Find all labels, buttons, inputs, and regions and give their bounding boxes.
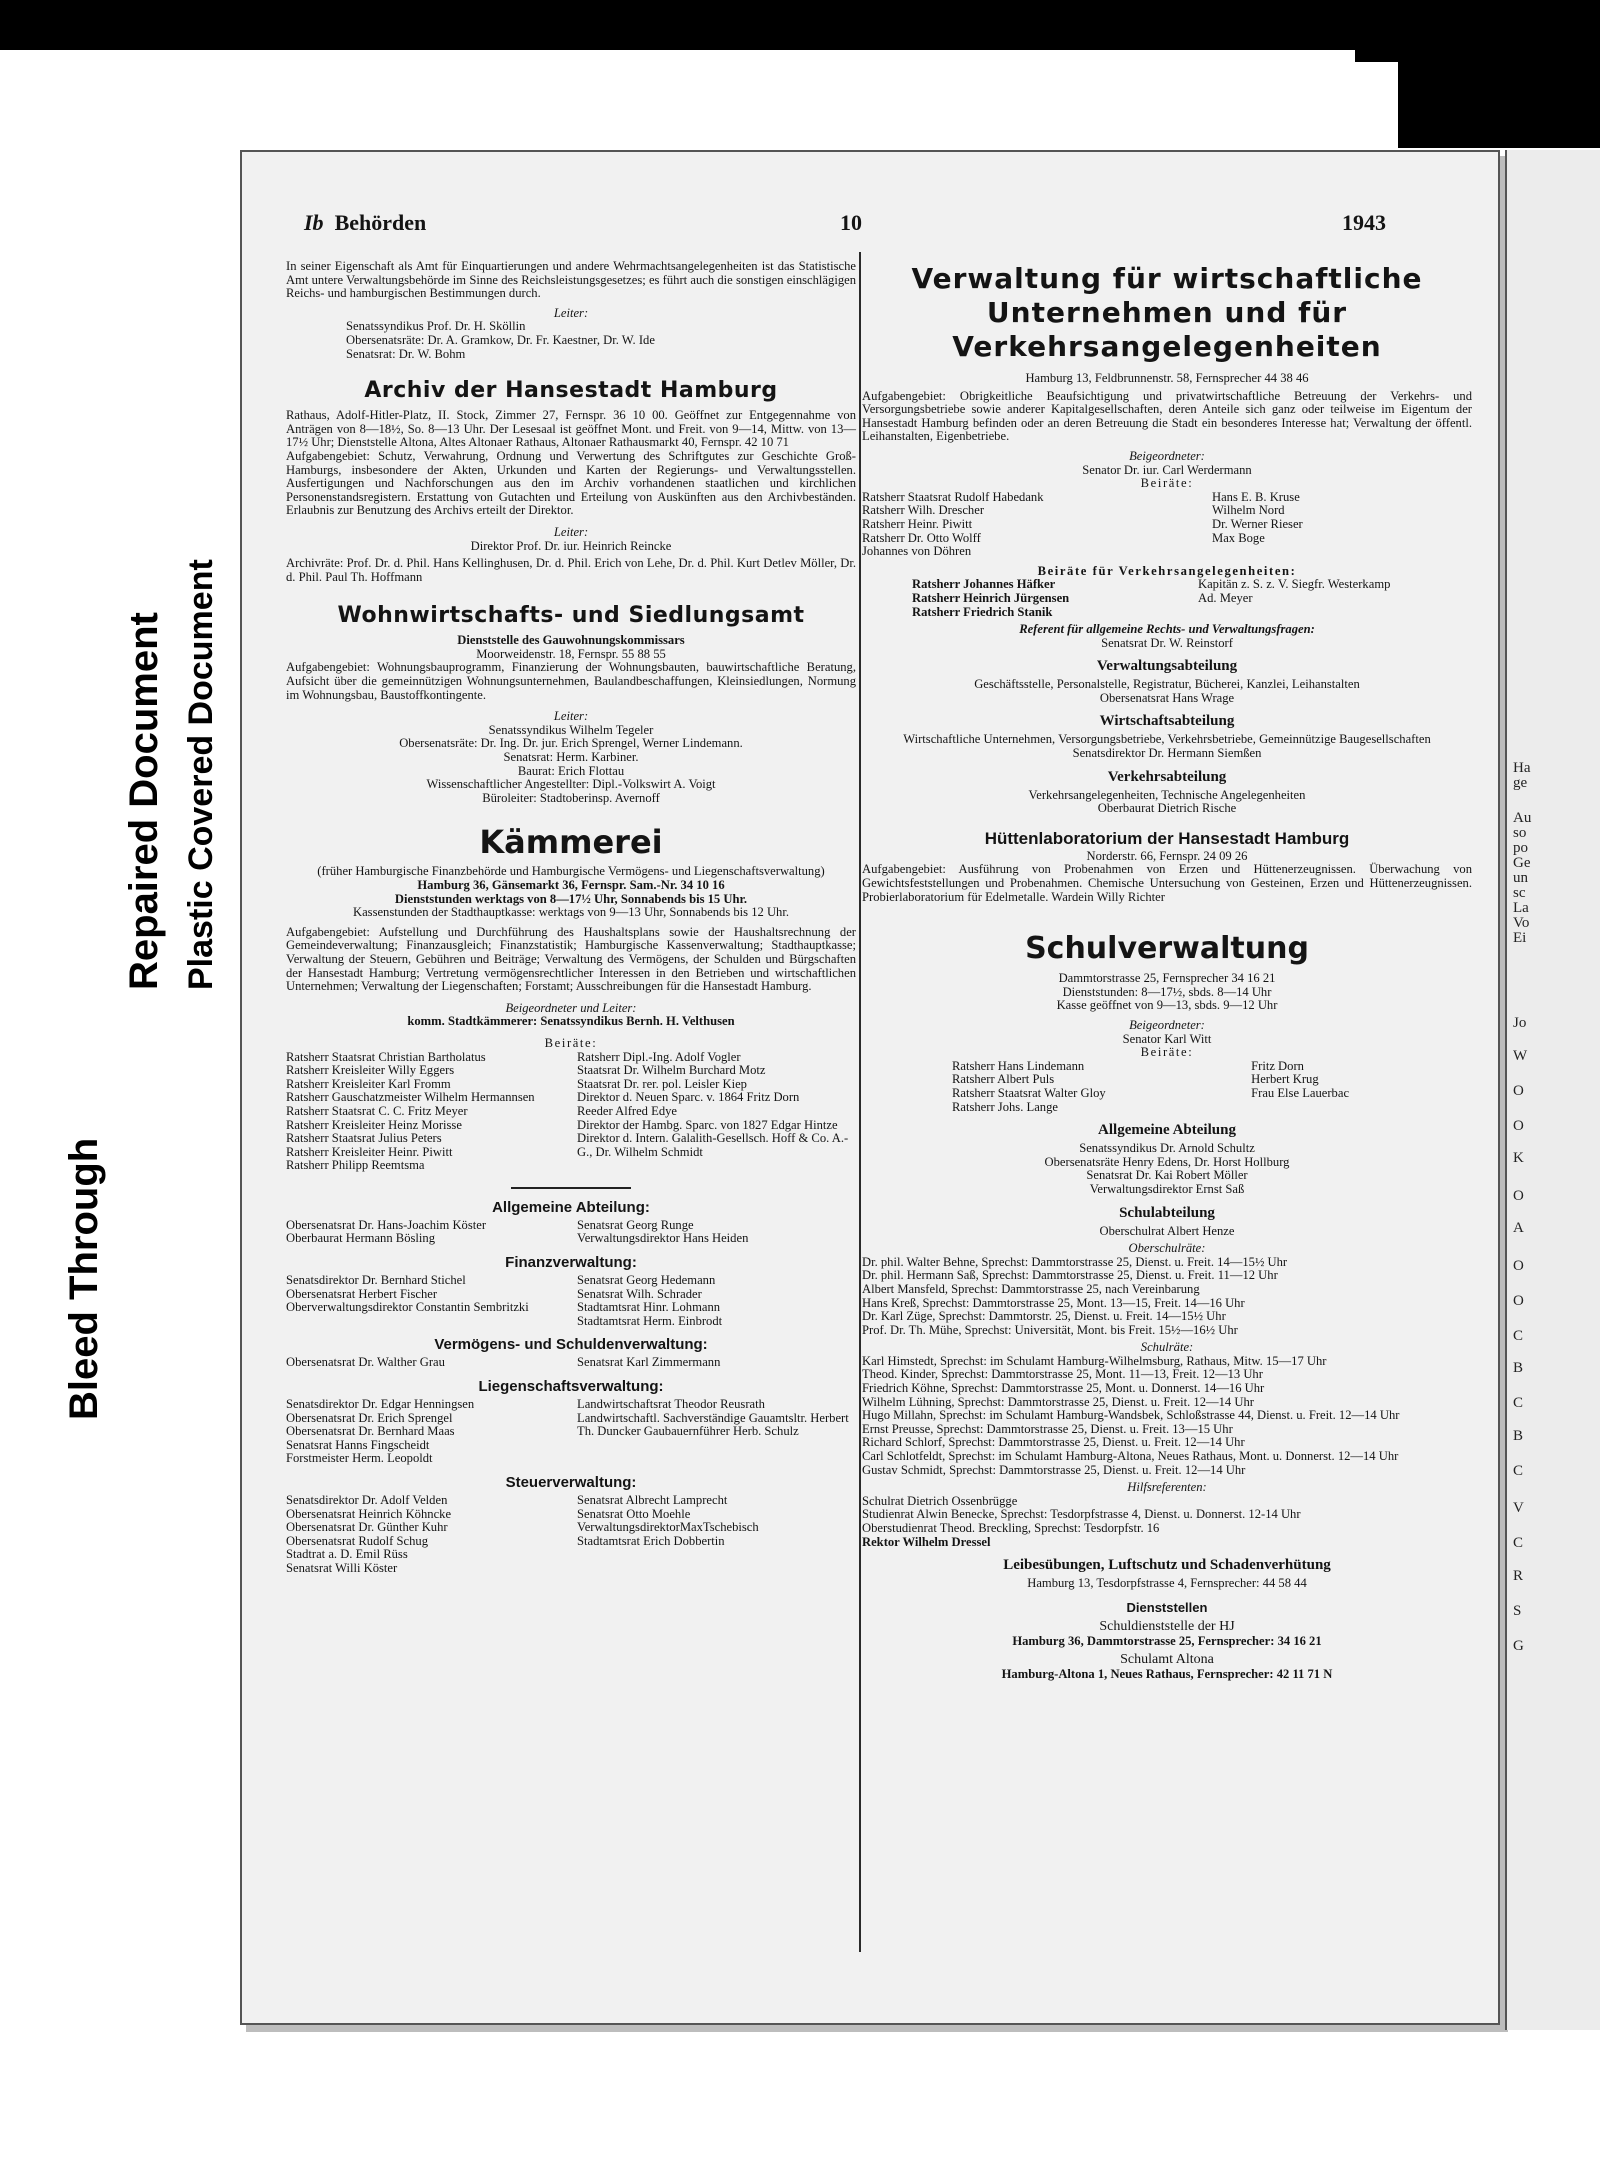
staff-entry: Senatsrat Albrecht Lamprecht	[577, 1493, 728, 1507]
adjacent-page-fragment: O	[1513, 1188, 1524, 1204]
staff-entry: Oberverwaltungsdirektor Constantin Sembritzki	[286, 1300, 529, 1315]
adjacent-page-fragment: Jo	[1513, 1015, 1527, 1031]
verwaltung-heading: Verwaltung für wirtschaftliche Unternehmen und für Verkehrsangelegenheiten	[911, 262, 1423, 363]
staff-entry: Richard Schlorf, Sprechst: Dammtorstrasse 25, Dienst. u. Freit. 12—14 Uhr	[862, 1435, 1245, 1450]
finanz-list	[286, 1274, 856, 1328]
beirat-entry: Ratsherr Hans Lindemann	[952, 1058, 1085, 1073]
allgemeine-list	[286, 1219, 856, 1246]
kaemmerei-kasse: Kassenstunden der Stadthauptkasse: werktags von 9—13 Uhr, Sonnabends bis 12 Uhr.	[352, 905, 790, 920]
staff-entry: Senatsrat Karl Zimmermann	[577, 1355, 721, 1370]
schulabt-heading: Schulabteilung	[1119, 1204, 1215, 1221]
schule-hours: Dienststunden: 8—17½, sbds. 8—14 Uhr	[1062, 984, 1272, 999]
schule-beiraete-label: Beiräte:	[1140, 1045, 1194, 1060]
beirat-entry: Ratsherr Kreisleiter Heinr. Piwitt	[286, 1144, 453, 1159]
schule-address: Dammtorstrasse 25, Fernsprecher 34 16 21	[1058, 971, 1276, 986]
abt2-name: Senatsdirektor Dr. Hermann Siemßen	[1072, 746, 1262, 761]
staff-entry: Senatsrat Georg Hedemann	[577, 1273, 716, 1288]
beirat-entry: Hans E. B. Kruse	[1212, 489, 1300, 504]
beirat-entry: Ratsherr Heinr. Piwitt	[862, 516, 973, 531]
beiraete-left	[286, 1051, 565, 1173]
archiv-archivraete: Archivräte: Prof. Dr. d. Phil. Hans Kellinghusen, Dr. d. Phil. Erich von Lehe, Dr. d. Phil. Kurt Detlev Möller, Dr. d. Phil. Paul Th. Hoffmann	[286, 556, 856, 584]
beirat-entry: Ratsherr Johs. Lange	[952, 1099, 1058, 1114]
schule-allg-list	[862, 1142, 1472, 1196]
kaemmerei-beig: komm. Stadtkämmerer: Senatssyndikus Bernh. H. Velthusen	[407, 1014, 735, 1029]
schule-beiraete	[862, 1060, 1472, 1114]
staff-entry: Dr. Karl Züge, Sprechst: Dammtorstr. 25, Dienst. u. Freit. 14—15½ Uhr	[862, 1309, 1226, 1324]
dienst-heading: Dienststellen	[1126, 1599, 1208, 1615]
adjacent-page	[1505, 150, 1600, 2030]
staff-entry: Senatsdirektor Dr. Bernhard Stichel	[286, 1273, 466, 1288]
scan-annotation-labels	[62, 470, 232, 1470]
adjacent-page-fragment: C	[1513, 1328, 1524, 1344]
staff-entry: Senatsrat Hanns Fingscheidt	[286, 1437, 430, 1452]
leiter-entry: Senatssyndikus Prof. Dr. H. Sköllin	[346, 319, 526, 334]
staff-entry: VerwaltungsdirektorMaxTschebisch	[577, 1520, 759, 1535]
beirat-entry: Ratsherr Philipp Reemtsma	[286, 1158, 425, 1173]
kaemmerei-aufgaben: Aufgabengebiet: Aufstellung und Durchführung des Haushaltsplans sowie der Haushaltsrechnung der Gemeindeverwaltung; Finanzausgleich; Finanzstatistik; Hamburgische Kassenverwaltung; Stadthauptkasse; Verwaltung der Steuern, Gebühren und Beiträge; Verwaltung des Vermögens, der Schulden und Bürgschaften der Hansestadt Hamburg; Vertretung vermögensrechtlicher Interessen in den Betrieben und wirtschaftlichen Unternehmen; Verwaltung der Liegenschaften; Forstamt; Ausschreibungen für die Hansestadt Hamburg.	[286, 924, 856, 994]
staff-entry: Oberbaurat Hermann Bösling	[286, 1231, 435, 1246]
kaemmerei-beiraete-label: Beiräte:	[544, 1035, 598, 1050]
adjacent-page-fragment: C	[1513, 1535, 1524, 1551]
leiter-label: Leiter:	[553, 305, 589, 320]
wohn-leiter-entry: Senatsrat: Herm. Karbiner.	[503, 750, 639, 765]
adjacent-page-fragment: ge	[1513, 775, 1528, 791]
section-label	[304, 210, 426, 236]
staff-entry: Dr. phil. Walter Behne, Sprechst: Dammtorstrasse 25, Dienst. u. Freit. 14—15½ Uhr	[862, 1254, 1288, 1269]
beirat-entry: Reeder Alfred Edye	[577, 1103, 678, 1118]
steuer-heading: Steuerverwaltung:	[505, 1474, 637, 1491]
beirat-entry: Ratsherr Staatsrat Julius Peters	[286, 1131, 442, 1146]
referent-label: Referent für allgemeine Rechts- und Verwaltungsfragen:	[1019, 622, 1315, 637]
adjacent-page-fragment: Ge	[1513, 855, 1531, 871]
liegen-list	[286, 1398, 856, 1466]
wohn-subtitle: Dienststelle des Gauwohnungskommissars	[457, 633, 685, 648]
repaired-document-label: Repaired Document	[122, 612, 166, 990]
staff-entry: Wilhelm Lühning, Sprechst: Dammtorstrasse 25, Dienst. u. Freit. 12—14 Uhr	[862, 1394, 1254, 1409]
allgemeine-heading: Allgemeine Abteilung:	[492, 1198, 650, 1216]
beirat-entry: Ratsherr Kreisleiter Karl Fromm	[286, 1076, 451, 1091]
verwaltung-beiraete-label: Beiräte:	[1140, 476, 1194, 491]
verkehr-beiraete	[862, 578, 1472, 619]
schule-allg-heading: Allgemeine Abteilung	[1098, 1122, 1236, 1139]
referent: Senatsrat Dr. W. Reinstorf	[1101, 635, 1233, 650]
beirat-entry: Ratsherr Staatsrat Christian Bartholatus	[286, 1049, 486, 1064]
beirat-entry: Ratsherr Johannes Häfker	[912, 577, 1056, 592]
beirat-entry: Ratsherr Heinrich Jürgensen	[912, 590, 1070, 605]
adjacent-page-fragment: O	[1513, 1293, 1524, 1309]
beirat-entry: Direktor d. Neuen Sparc. v. 1864 Fritz Dorn	[577, 1090, 800, 1105]
abt1-text: Geschäftsstelle, Personalstelle, Registratur, Bücherei, Kanzlei, Leihanstalten	[974, 677, 1360, 692]
kaemmerei-beig-label: Beigeordneter und Leiter:	[505, 1000, 637, 1015]
section-number: Ib	[304, 210, 324, 235]
scan-corner-border-right	[1398, 0, 1600, 148]
adjacent-page-fragment: so	[1513, 825, 1527, 841]
verwaltung-aufgaben: Aufgabengebiet: Obrigkeitliche Beaufsichtigung und privatwirtschaftliche Betreuung der Verkehrs- und Versorgungsbetriebe sowie anderer Kapitalgesellschaften, deren Anteile sich ganz oder teilweise im Eigentum der Hansestadt Hamburg befinden oder an deren Betreuung die Stadt ein besonderes Interesse hat; Verwaltung der öffentl. Leihanstalten, Eigenbetriebe.	[862, 388, 1472, 444]
beirat-entry: Ratsherr Wilh. Drescher	[862, 503, 985, 518]
beirat-entry: Herbert Krug	[1251, 1072, 1319, 1087]
staff-entry: Senatsdirektor Dr. Adolf Velden	[286, 1493, 448, 1507]
wohn-leiter-entry: Büroleiter: Stadtoberinsp. Avernoff	[482, 790, 660, 805]
staff-entry: Senatsrat Dr. Kai Robert Möller	[1086, 1168, 1248, 1183]
archiv-aufgaben: Aufgabengebiet: Schutz, Verwahrung, Ordnung und Verwertung des Schriftgutes zur Geschichte Groß-Hamburgs, insbesondere der Akten, Urkunden und Karten der Regierungs- und Verwaltungsstellen. Ausfertigungen und Nachforschungen aus den im Archiv vorhandenen staatlichen und kirchlichen Personenstandsregistern. Erstattung von Gutachten und Erteilung von Auskünften aus den Archivbeständen. Erlaubnis zur Benutzung des Archivs erteilt der Direktor.	[286, 448, 856, 518]
archiv-heading: Archiv der Hansestadt Hamburg	[364, 378, 778, 404]
adjacent-page-fragment: R	[1513, 1568, 1524, 1584]
staff-entry: Senatsrat Wilh. Schrader	[577, 1286, 702, 1301]
adjacent-page-fragment: V	[1513, 1500, 1524, 1516]
staff-entry: Verwaltungsdirektor Hans Heiden	[577, 1231, 749, 1246]
huetten-address: Norderstr. 66, Fernspr. 24 09 26	[1086, 848, 1248, 863]
wohn-aufgaben: Aufgabengebiet: Wohnungsbauprogramm, Finanzierung der Wohnungsbauten, bauwirtschaftliche Beratung, Aufsicht über die gemeinnützigen Wohnungsunternehmen, Baulandbeschaffungen, Kleinsiedlungen, Normung im Wohnungsbau, Baustoffkontingente.	[286, 660, 856, 702]
adjacent-page-fragment: G	[1513, 1638, 1524, 1654]
beirat-entry: Ratsherr Kreisleiter Willy Eggers	[286, 1063, 455, 1078]
beirat-entry: Frau Else Lauerbac	[1251, 1085, 1350, 1100]
beirat-entry: Staatsrat Dr. rer. pol. Leisler Kiep	[577, 1076, 747, 1091]
adjacent-page-fragment: K	[1513, 1150, 1524, 1166]
schulabt-name: Oberschulrat Albert Henze	[1099, 1223, 1235, 1238]
staff-entry: Gustav Schmidt, Sprechst: Dammtorstrasse 25, Dienst. u. Freit. 12—14 Uhr	[862, 1462, 1246, 1477]
bleed-through-label: Bleed Through	[62, 1137, 106, 1420]
divider-rule	[511, 1187, 631, 1189]
adjacent-page-fragment: Au	[1513, 810, 1532, 826]
schule-beig-label: Beigeordneter:	[1129, 1018, 1205, 1032]
beirat-entry: Wilhelm Nord	[1212, 503, 1285, 518]
hilfs-label: Hilfsreferenten:	[1127, 1480, 1207, 1495]
staff-entry: Forstmeister Herm. Leopoldt	[286, 1451, 433, 1466]
abt1-heading: Verwaltungsabteilung	[1096, 658, 1238, 675]
adjacent-page-fragment: C	[1513, 1463, 1524, 1479]
abt2-heading: Wirtschaftsabteilung	[1099, 713, 1235, 730]
schulraete-label: Schulräte:	[1140, 1340, 1194, 1355]
staff-entry: Stadtrat a. D. Emil Rüss	[286, 1547, 408, 1562]
staff-entry: Verwaltungsdirektor Ernst Saß	[1089, 1181, 1245, 1196]
finanz-heading: Finanzverwaltung:	[505, 1254, 637, 1272]
liegen-heading: Liegenschaftsverwaltung:	[478, 1378, 664, 1396]
adjacent-page-fragment: Vo	[1513, 915, 1530, 931]
beirat-entry: Ratsherr Staatsrat C. C. Fritz Meyer	[286, 1103, 468, 1118]
beirat-entry: Ratsherr Dr. Otto Wolff	[862, 530, 981, 545]
archiv-leiter-label: Leiter:	[553, 524, 589, 539]
right-column	[862, 260, 1472, 1682]
staff-entry: Landwirtschaftsrat Theodor Reusrath	[577, 1397, 765, 1412]
wohn-leiter-entry: Obersenatsräte: Dr. Ing. Dr. jur. Erich Sprengel, Werner Lindemann.	[399, 736, 743, 751]
kaemmerei-subtitle: (früher Hamburgische Finanzbehörde und Hamburgische Vermögens- und Liegenschaftsverwaltung)	[317, 864, 825, 879]
kaemmerei-address: Hamburg 36, Gänsemarkt 36, Fernspr. Sam.-Nr. 34 10 16	[417, 878, 725, 892]
kaemmerei-heading: Kämmerei	[479, 823, 663, 862]
schulraete-list	[862, 1355, 1472, 1477]
wohn-leiter-entry: Baurat: Erich Flottau	[517, 763, 625, 778]
beirat-entry: Ratsherr Albert Puls	[952, 1072, 1055, 1087]
wohn-leiter-entry: Senatssyndikus Wilhelm Tegeler	[488, 722, 654, 737]
verwaltung-beig: Senator Dr. iur. Carl Werdermann	[1082, 462, 1252, 477]
adjacent-page-fragment: un	[1513, 870, 1528, 886]
abt3-text: Verkehrsangelegenheiten, Technische Angelegenheiten	[1028, 787, 1306, 802]
staff-entry: Theod. Kinder, Sprechst: Dammtorstrasse 25, Mont. 11—13, Freit. 12—13 Uhr	[862, 1367, 1263, 1382]
verwaltung-beig-label: Beigeordneter:	[1129, 448, 1205, 463]
plastic-covered-label: Plastic Covered Document	[182, 559, 220, 990]
staff-entry: Prof. Dr. Th. Mühe, Sprechst: Universität, Mont. bis Freit. 15½—16½ Uhr	[862, 1322, 1238, 1337]
verwaltung-address: Hamburg 13, Feldbrunnenstr. 58, Fernsprecher 44 38 46	[1025, 371, 1309, 385]
staff-entry: Senatsrat Georg Runge	[577, 1217, 694, 1232]
adjacent-page-fragment: O	[1513, 1083, 1524, 1099]
beirat-entry: Fritz Dorn	[1251, 1058, 1304, 1073]
adjacent-page-fragment: W	[1513, 1048, 1528, 1064]
section-title: Behörden	[334, 210, 427, 235]
staff-entry: Ernst Preusse, Sprechst: Dammtorstrasse 25, Dienst. u. Freit. 13—15 Uhr	[862, 1421, 1233, 1436]
staff-entry: Hans Kreß, Sprechst: Dammtorstrasse 25, Mont. 13—15, Freit. 14—16 Uhr	[862, 1295, 1245, 1310]
intro-text: In seiner Eigenschaft als Amt für Einquartierungen und andere Wehrmachtsangelegenheiten ist das Statistische Amt untere Verwaltungsbehörde im Sinne des Reichsleistungsgesetzes; es führt auch die sonstigen einschlägigen Reichs- und hamburgischen Bestimmungen durch.	[286, 259, 856, 301]
beiraete-right	[577, 1051, 856, 1173]
beirat-entry: Ratsherr Staatsrat Rudolf Habedank	[862, 489, 1044, 504]
oberschul-list	[862, 1256, 1472, 1338]
wohn-leiter-entry: Wissenschaftlicher Angestellter: Dipl.-Volkswirt A. Voigt	[426, 777, 716, 792]
beirat-entry: Ratsherr Friedrich Stanik	[912, 604, 1053, 619]
adjacent-page-fragment: O	[1513, 1258, 1524, 1274]
leiter-entry: Obersenatsräte: Dr. A. Gramkow, Dr. Fr. Kaestner, Dr. W. Ide	[346, 332, 655, 347]
adjacent-page-fragment: po	[1513, 840, 1528, 856]
adjacent-page-fragment: O	[1513, 1118, 1524, 1134]
staff-entry: Obersenatsrat Dr. Hans-Joachim Köster	[286, 1217, 487, 1232]
adjacent-page-fragment: sc	[1513, 885, 1526, 901]
staff-entry: Stadtamtsrat Erich Dobbertin	[577, 1533, 725, 1548]
archiv-text: Rathaus, Adolf-Hitler-Platz, II. Stock, Zimmer 27, Fernspr. 36 10 00. Geöffnet zur Entgegennahme von Anträgen von 8—18½, So. 8—13 Uhr. Der Lesesaal ist geöffnet Mont. und Freit. von 9—14, Mittw. von 13—17½ Uhr; Dienststelle Altona, Altes Altonaer Rathaus, Altonaer Rathausmarkt 40, Fernspr. 42 10 71	[286, 408, 856, 450]
adjacent-page-fragment: B	[1513, 1360, 1524, 1376]
schule-kasse: Kasse geöffnet von 9—13, sbds. 9—12 Uhr	[1056, 998, 1278, 1013]
left-column	[286, 260, 856, 1576]
adjacent-page-fragment: Ha	[1513, 760, 1531, 776]
staff-entry: Carl Schlotfeldt, Sprechst: im Schulamt Hamburg-Altona, Neues Rathaus, Mont. u. Donnerst. 12—14 Uhr	[862, 1449, 1399, 1464]
page-number: 10	[840, 210, 862, 235]
staff-entry: Obersenatsrat Dr. Erich Sprengel	[286, 1410, 453, 1425]
hilfs-list	[862, 1495, 1472, 1549]
staff-entry: Obersenatsrat Dr. Walther Grau	[286, 1355, 445, 1370]
oberschul-label: Oberschulräte:	[1128, 1241, 1206, 1256]
beirat-entry: Direktor der Hambg. Sparc. von 1827 Edgar Hintze	[577, 1117, 838, 1132]
abt2-text: Wirtschaftliche Unternehmen, Versorgungsbetriebe, Verkehrsbetriebe, Gemeinnützige Baugesellschaften	[903, 732, 1431, 747]
leiter-entry: Senatsrat: Dr. W. Bohm	[346, 346, 466, 361]
beirat-entry: Ratsherr Staatsrat Walter Gloy	[952, 1085, 1106, 1100]
beirat-entry: Kapitän z. S. z. V. Siegfr. Westerkamp	[1198, 577, 1391, 592]
beirat-entry: Ratsherr Kreisleiter Heinz Morisse	[286, 1117, 462, 1132]
vermoegen-list	[286, 1356, 856, 1370]
staff-entry: Obersenatsrat Heinrich Köhncke	[286, 1506, 452, 1521]
staff-entry: Studienrat Alwin Benecke, Sprechst: Tesdorpfstrasse 4, Dienst. u. Donnerst. 12-14 Uhr	[862, 1507, 1301, 1522]
steuer-list	[286, 1494, 856, 1576]
adjacent-page-fragment: S	[1513, 1603, 1522, 1619]
beirat-entry: Johannes von Döhren	[862, 544, 972, 559]
beirat-entry: Ratsherr Dipl.-Ing. Adolf Vogler	[577, 1049, 741, 1064]
staff-entry: Oberstudienrat Theod. Breckling, Sprechst: Tesdorpfstr. 16	[862, 1521, 1160, 1535]
staff-entry: Dr. phil. Hermann Saß, Sprechst: Dammtorstrasse 25, Dienst. u. Freit. 11—12 Uhr	[862, 1268, 1278, 1283]
dienst1-address: Hamburg 36, Dammtorstrasse 25, Fernsprecher: 34 16 21	[1012, 1633, 1322, 1648]
archiv-leiter: Direktor Prof. Dr. iur. Heinrich Reincke	[470, 538, 672, 553]
vermoegen-heading: Vermögens- und Schuldenverwaltung:	[434, 1336, 708, 1354]
staff-entry: Albert Mansfeld, Sprechst: Dammtorstrasse 25, nach Vereinbarung	[862, 1281, 1200, 1296]
verwaltung-beiraete	[862, 491, 1472, 559]
beirat-entry: Ratsherr Gauschatzmeister Wilhelm Hermannsen	[286, 1090, 535, 1105]
leiter-list	[286, 320, 856, 361]
huetten-aufgaben: Aufgabengebiet: Ausführung von Probenahmen von Erzen und Hüttenerzeugnissen. Überwachung von Gewichtsfeststellungen und Probenahmen. Chemische Untersuchung von Gesteinen, Erzen und Hüttenerzeugnissen. Probierlaboratorium für Edelmetalle. Wardein Willy Richter	[862, 862, 1472, 904]
beirat-entry: Direktor d. Intern. Galalith-Gesellsch. Hoff & Co. A.-G., Dr. Wilhelm Schmidt	[577, 1131, 849, 1159]
staff-entry: Obersenatsrat Dr. Bernhard Maas	[286, 1424, 455, 1439]
abt3-name: Oberbaurat Dietrich Rische	[1097, 801, 1237, 816]
leibes-heading: Leibesübungen, Luftschutz und Schadenverhütung	[1003, 1557, 1331, 1574]
staff-entry: Friedrich Köhne, Sprechst: Dammtorstrasse 25, Mont. u. Donnerst. 14—16 Uhr	[862, 1381, 1265, 1396]
staff-entry: Senatsrat Otto Moehle	[577, 1506, 691, 1521]
beirat-entry: Ad. Meyer	[1198, 590, 1253, 605]
dienst2-address: Hamburg-Altona 1, Neues Rathaus, Fernsprecher: 42 11 71 N	[1001, 1667, 1333, 1682]
schule-heading: Schulverwaltung	[1025, 931, 1309, 967]
directory-page	[240, 150, 1500, 2025]
dienst2-heading: Schulamt Altona	[1120, 1652, 1214, 1668]
staff-entry: Schulrat Dietrich Ossenbrügge	[862, 1493, 1018, 1508]
staff-entry: Stadtamtsrat Herm. Einbrodt	[577, 1313, 723, 1328]
staff-entry: Landwirtschaftl. Sachverständige Gauamtsltr. Herbert Th. Duncker Gaubauernführer Herb. Schulz	[577, 1410, 849, 1439]
staff-entry: Obersenatsrat Dr. Günther Kuhr	[286, 1520, 448, 1535]
abt3-heading: Verkehrsabteilung	[1107, 768, 1227, 785]
beirat-entry: Staatsrat Dr. Wilhelm Burchard Motz	[577, 1063, 766, 1078]
staff-entry: Senatssyndikus Dr. Arnold Schultz	[1079, 1141, 1255, 1156]
year: 1943	[1342, 210, 1386, 235]
adjacent-page-fragment: La	[1513, 900, 1529, 916]
staff-entry: Karl Himstedt, Sprechst: im Schulamt Hamburg-Wilhelmsburg, Rathaus, Mitw. 15—17 Uhr	[862, 1353, 1327, 1368]
kaemmerei-beiraete	[286, 1051, 856, 1173]
staff-entry: Senatsrat Willi Köster	[286, 1560, 398, 1575]
staff-entry: Obersenatsrat Herbert Fischer	[286, 1286, 438, 1301]
staff-entry: Senatsdirektor Dr. Edgar Henningsen	[286, 1397, 475, 1412]
wohn-leiter-list	[286, 724, 856, 806]
wohn-heading: Wohnwirtschafts- und Siedlungsamt	[337, 603, 805, 629]
adjacent-page-fragment: Ei	[1513, 930, 1527, 946]
staff-entry: Hugo Millahn, Sprechst: im Schulamt Hamburg-Wandsbek, Schloßstrasse 44, Dienst. u. Freit. 12—14 Uhr	[862, 1408, 1400, 1423]
staff-entry: Obersenatsrat Rudolf Schug	[286, 1533, 428, 1548]
adjacent-page-fragment: C	[1513, 1395, 1524, 1411]
adjacent-page-fragment: A	[1513, 1220, 1524, 1236]
wohn-address: Moorweidenstr. 18, Fernspr. 55 88 55	[476, 646, 666, 661]
huetten-heading: Hüttenlaboratorium der Hansestadt Hamburg	[984, 828, 1350, 848]
schule-beig: Senator Karl Witt	[1122, 1031, 1212, 1046]
wohn-leiter-label: Leiter:	[553, 709, 589, 724]
abt1-name: Obersenatsrat Hans Wrage	[1099, 690, 1235, 705]
column-divider	[859, 252, 861, 1952]
verkehr-beiraete-label: Beiräte für Verkehrsangelegenheiten:	[1037, 563, 1297, 578]
staff-entry: Obersenatsräte Henry Edens, Dr. Horst Hollburg	[1044, 1154, 1290, 1169]
dienst1-heading: Schuldienststelle der HJ	[1099, 1618, 1235, 1634]
staff-entry: Stadtamtsrat Hinr. Lohmann	[577, 1300, 721, 1315]
beirat-entry: Max Boge	[1212, 530, 1265, 545]
kaemmerei-hours: Dienststunden werktags von 8—17½ Uhr, Sonnabends bis 15 Uhr.	[394, 891, 748, 906]
leibes-address: Hamburg 13, Tesdorpfstrasse 4, Fernsprecher: 44 58 44	[1027, 1576, 1307, 1591]
adjacent-page-fragment: B	[1513, 1428, 1524, 1444]
staff-entry: Rektor Wilhelm Dressel	[862, 1534, 991, 1549]
beirat-entry: Dr. Werner Rieser	[1212, 516, 1303, 531]
